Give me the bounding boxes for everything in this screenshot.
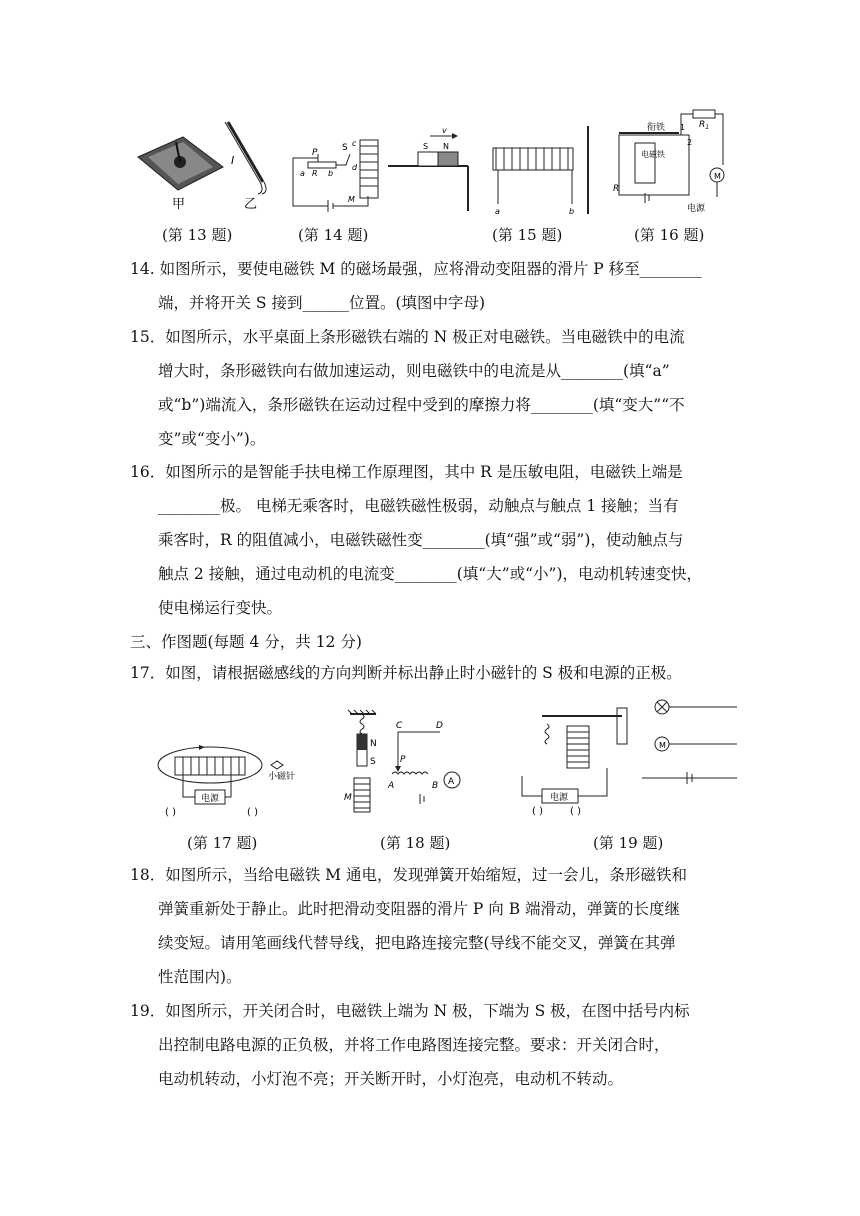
- fig15-label-n: N: [443, 142, 449, 151]
- fig18-label-p: P: [400, 755, 406, 765]
- fig13-label-b: 乙: [244, 197, 258, 212]
- q14-line2: 端，并将开关 S 接到______位置。(填图中字母): [158, 294, 486, 312]
- fig18-label-m: M: [344, 793, 352, 803]
- fig15-label-s: S: [423, 142, 429, 151]
- fig19-label-source: 电源: [550, 793, 569, 803]
- fig16-label-source: 电源: [687, 204, 706, 214]
- q16-line4: 触点 2 接触，通过电动机的电流变________(填“大”或“小”)，电动机转速变快，: [158, 565, 703, 583]
- q15-line2: 增大时，条形磁铁向右做加速运动，则电磁铁中的电流是从________(填“a”: [158, 362, 670, 380]
- question-18: [130, 858, 740, 994]
- fig17-label-source: 电源: [201, 794, 220, 804]
- fig14-label-c: c: [352, 139, 357, 148]
- question-16: [130, 455, 740, 625]
- fig14-label-d: d: [352, 163, 358, 172]
- fig14-label-r: R: [312, 169, 318, 178]
- figure-14: [288, 136, 388, 216]
- fig18-label-a: A: [388, 781, 395, 791]
- q15-line4: 变”或“变小”)。: [158, 430, 266, 448]
- caption-fig18: (第 18 题): [380, 834, 451, 852]
- fig18-label-d: D: [436, 721, 443, 731]
- question-17: [130, 656, 740, 690]
- fig15-label-a: a: [495, 207, 500, 216]
- q16-line1: 16．如图所示的是智能手扶电梯工作原理图，其中 R 是压敏电阻，电磁铁上端是: [130, 463, 683, 481]
- fig16-label-m: M: [714, 172, 721, 181]
- fig16-label-2: 2: [687, 138, 693, 147]
- figure-16: [605, 105, 735, 215]
- caption-fig19: (第 19 题): [593, 834, 664, 852]
- q16-line2: ________极。 电梯无乘客时，电磁铁磁性极弱，动触点与触点 1 接触；当有: [158, 497, 679, 515]
- question-14: [130, 252, 740, 320]
- q14-line1: 14. 如图所示，要使电磁铁 M 的磁场最强，应将滑动变阻器的滑片 P 移至________: [130, 260, 702, 278]
- figure-13: [128, 112, 288, 212]
- fig19-label-m: M: [659, 741, 666, 750]
- q17-line1: 17．如图，请根据磁感线的方向判断并标出静止时小磁针的 S 极和电源的正极。: [130, 664, 682, 682]
- fig17-bracket-right: ( ): [247, 807, 258, 818]
- fig18-label-s: S: [370, 757, 376, 767]
- fig16-label-armature: 衔铁: [647, 123, 666, 133]
- fig16-label-r1: $R_1$: [699, 120, 710, 131]
- fig14-label-m: M: [348, 195, 355, 204]
- fig13-label-a: 甲: [172, 197, 186, 212]
- wire-label: I: [231, 154, 235, 167]
- fig18-label-n: N: [370, 739, 377, 749]
- caption-fig17: (第 17 题): [187, 834, 258, 852]
- q18-line2: 弹簧重新处于静止。此时把滑动变阻器的滑片 P 向 B 端滑动，弹簧的长度继: [158, 900, 681, 918]
- fig14-label-b: b: [328, 169, 334, 178]
- q15-line3: 或“b”)端流入，条形磁铁在运动过程中受到的摩擦力将________(填“变大”“不: [158, 396, 685, 414]
- figure-18: [340, 708, 470, 823]
- figure-17: [155, 735, 315, 820]
- section-heading: 三、作图题(每题 4 分，共 12 分): [130, 633, 362, 651]
- fig19-bracket-left: ( ): [532, 806, 543, 817]
- q19-line1: 19．如图所示，开关闭合时，电磁铁上端为 N 极，下端为 S 极，在图中括号内标: [130, 1002, 690, 1020]
- q18-line1: 18．如图所示，当给电磁铁 M 通电，发现弹簧开始缩短，过一会儿，条形磁铁和: [130, 866, 687, 884]
- question-15: [130, 320, 740, 456]
- figure-15: [388, 126, 598, 216]
- fig15-label-v: v: [442, 126, 447, 135]
- caption-fig15: (第 15 题): [492, 226, 563, 244]
- fig18-label-c: C: [396, 721, 403, 731]
- fig16-label-1: 1: [680, 123, 686, 132]
- q16-line5: 使电梯运行变快。: [158, 599, 283, 617]
- q16-line3: 乘客时，R 的阻值减小，电磁铁磁性变________(填“强”或“弱”)，使动触点与: [158, 531, 684, 549]
- caption-fig14: (第 14 题): [298, 226, 369, 244]
- fig18-label-b: B: [432, 781, 439, 791]
- fig18-ammeter-label: A: [448, 777, 455, 787]
- q18-line4: 性范围内)。: [158, 968, 242, 986]
- fig14-label-s: S: [342, 143, 348, 153]
- caption-fig16: (第 16 题): [634, 226, 705, 244]
- fig17-bracket-left: ( ): [165, 807, 176, 818]
- q19-line2: 出控制电路电源的正负极，并将工作电路图连接完整。要求：开关闭合时，: [158, 1036, 670, 1054]
- figure-19: [512, 696, 740, 821]
- q19-line3: 电动机转动，小灯泡不亮；开关断开时，小灯泡亮，电动机不转动。: [158, 1070, 624, 1088]
- q18-line3: 续变短。请用笔画线代替导线，把电路连接完整(导线不能交叉，弹簧在其弹: [158, 934, 676, 952]
- fig16-label-core: 电磁铁: [641, 150, 665, 159]
- q15-line1: 15．如图所示，水平桌面上条形磁铁右端的 N 极正对电磁铁。当电磁铁中的电流: [130, 328, 685, 346]
- caption-fig13: (第 13 题): [162, 226, 233, 244]
- fig14-label-a: a: [300, 169, 305, 178]
- fig15-label-b: b: [569, 207, 575, 216]
- fig16-label-r: R: [613, 184, 620, 194]
- fig17-label-needle: 小磁针: [268, 772, 296, 782]
- fig19-bracket-right: ( ): [570, 806, 581, 817]
- question-19: [130, 994, 740, 1096]
- fig14-label-p: P: [312, 148, 318, 158]
